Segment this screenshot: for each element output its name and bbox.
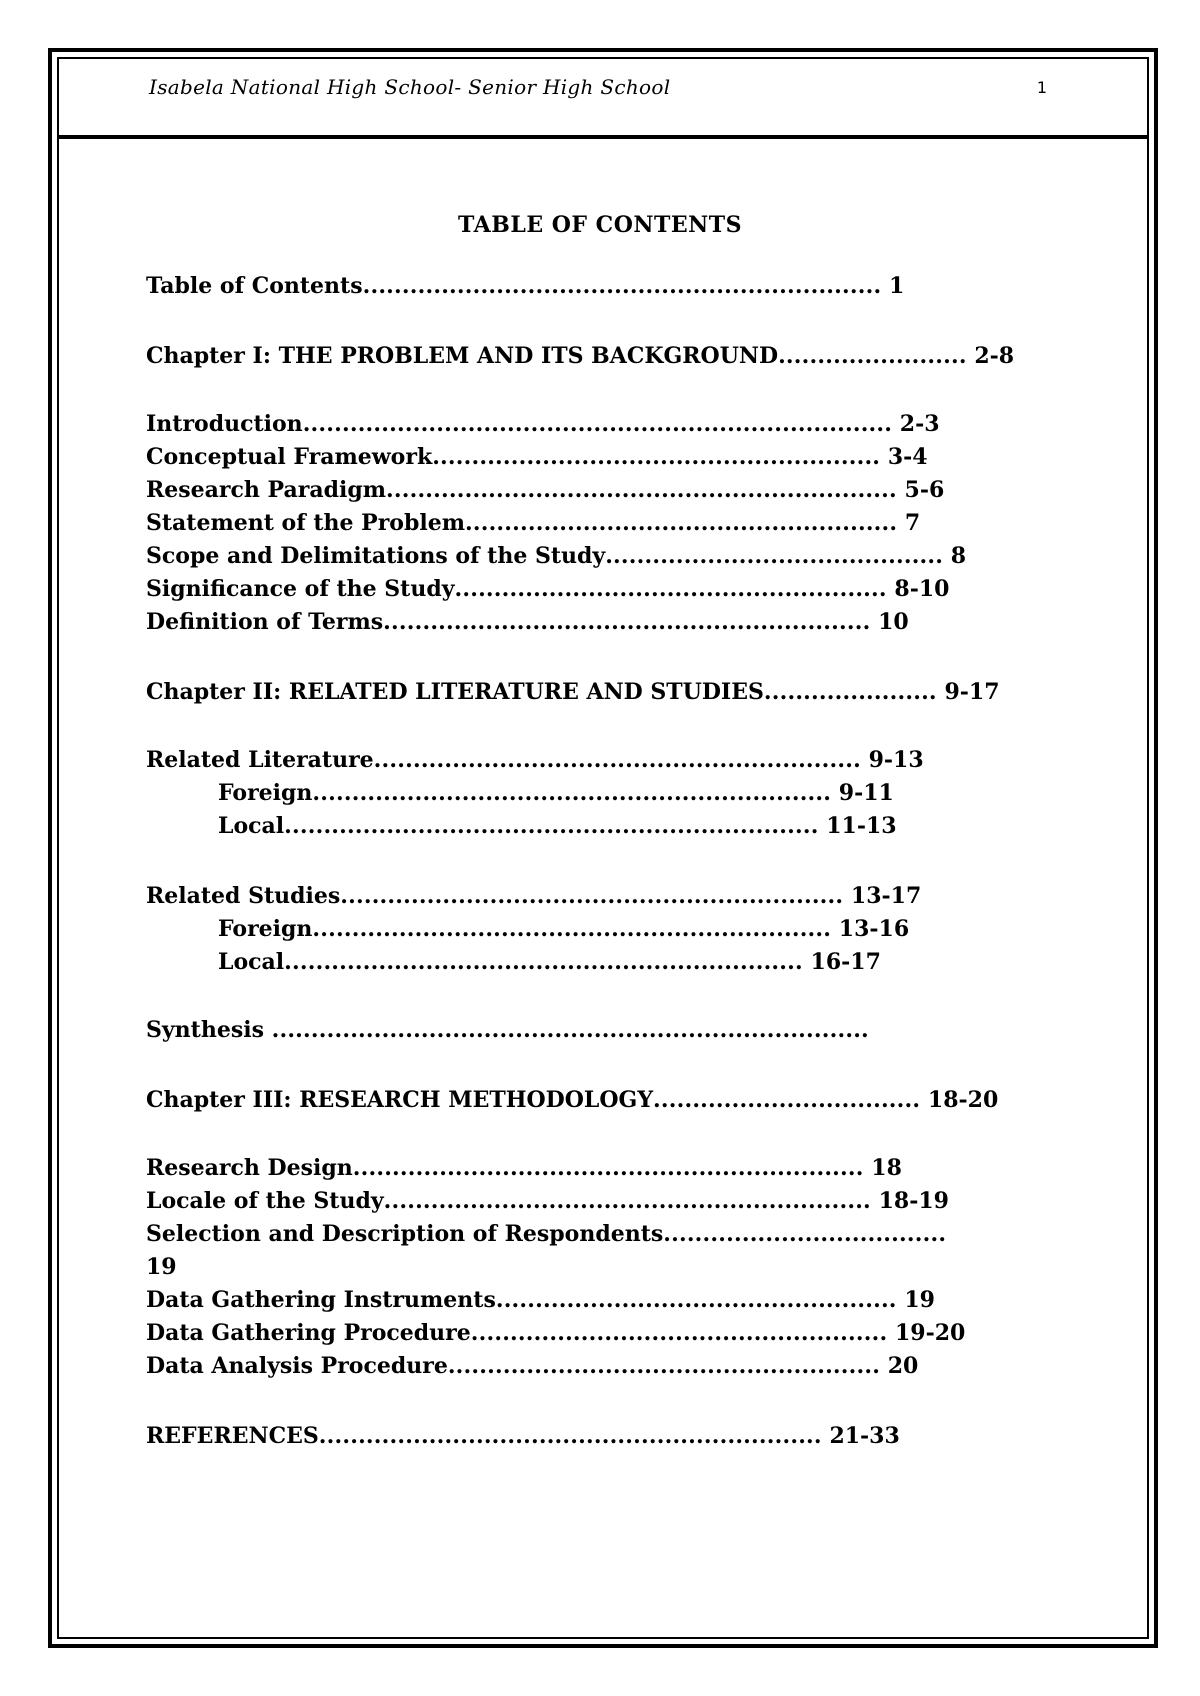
dot-leader: .......................................................	[454, 576, 887, 602]
toc-entry	[146, 1253, 177, 1281]
toc-entry-pages: 2-3	[892, 411, 940, 437]
dot-leader: ...................................................	[495, 1287, 897, 1313]
toc-entry-label: Definition of Terms	[146, 609, 384, 635]
header-rule	[59, 138, 1147, 139]
toc-entry-label: Related Studies	[146, 883, 341, 909]
toc-entry	[146, 476, 944, 504]
dot-leader: .......................................................	[447, 1353, 881, 1379]
toc-entry	[146, 1187, 949, 1215]
toc-entry	[146, 1422, 900, 1450]
toc-entry	[146, 882, 921, 910]
page-number: 1	[1036, 78, 1047, 97]
toc-entry	[146, 1319, 965, 1347]
toc-entry-pages: 8-10	[886, 576, 950, 602]
toc-entry-label: Foreign	[218, 780, 313, 806]
toc-entry-label: Local	[218, 949, 285, 975]
toc-entry-pages: 7	[897, 510, 921, 536]
dot-leader: ..............................................................	[373, 747, 861, 773]
dot-leader: ......................	[763, 679, 937, 705]
toc-entry-label: Table of Contents	[146, 273, 363, 299]
dot-leader: ................................................................	[340, 883, 844, 909]
toc-entry	[218, 948, 881, 976]
toc-title: TABLE OF CONTENTS	[458, 212, 742, 238]
toc-entry-pages: 21-33	[821, 1423, 900, 1449]
toc-entry-label: Data Analysis Procedure	[146, 1353, 448, 1379]
toc-entry-pages: 18-20	[920, 1087, 999, 1113]
toc-entry-label: Data Gathering Instruments	[146, 1287, 496, 1313]
toc-entry	[218, 812, 897, 840]
dot-leader: ..................................................................	[312, 916, 832, 942]
dot-leader: ................................................................	[318, 1423, 822, 1449]
dot-leader: ...........................................................................	[302, 411, 893, 437]
toc-entry	[146, 1154, 902, 1182]
dot-leader: .......................................................	[465, 510, 898, 536]
toc-entry	[146, 1086, 998, 1114]
toc-entry-label: Chapter I: THE PROBLEM AND ITS BACKGROUND	[146, 343, 779, 369]
toc-entry-label: Data Gathering Procedure	[146, 1320, 471, 1346]
toc-entry-pages: 18	[863, 1155, 902, 1181]
dot-leader: ............................................................................	[271, 1017, 869, 1043]
toc-entry-pages: 19-20	[887, 1320, 966, 1346]
page-header	[59, 59, 1147, 139]
toc-entry-label: Synthesis	[146, 1017, 272, 1043]
toc-entry	[146, 1286, 935, 1314]
dot-leader: ..............................................................	[383, 609, 871, 635]
dot-leader: ..............................................................	[383, 1188, 871, 1214]
dot-leader: .....................................................	[470, 1320, 888, 1346]
toc-entry-pages: 9-11	[831, 780, 894, 806]
toc-entry	[146, 509, 920, 537]
toc-entry-pages: 2-8	[966, 343, 1015, 369]
toc-entry-label: Research Design	[146, 1155, 353, 1181]
toc-entry-label: Statement of the Problem	[146, 510, 465, 536]
toc-entry-label: Selection and Description of Respondents	[146, 1221, 664, 1247]
toc-entry-label: Chapter III: RESEARCH METHODOLOGY	[146, 1087, 654, 1113]
toc-entry-pages: 11-13	[818, 813, 897, 839]
toc-entry	[146, 272, 904, 300]
toc-entry-label: Related Literature	[146, 747, 374, 773]
toc-entry-label: Research Paradigm	[146, 477, 387, 503]
toc-entry-label: Locale of the Study	[146, 1188, 384, 1214]
dot-leader: ....................................	[663, 1221, 947, 1247]
toc-entry-pages: 13-17	[843, 883, 922, 909]
dot-leader: ....................................................................	[284, 813, 819, 839]
dot-leader: ........................	[778, 343, 967, 369]
toc-entry	[218, 779, 894, 807]
toc-entry-label: 19	[146, 1254, 177, 1280]
toc-entry	[146, 542, 966, 570]
dot-leader: ..................................................................	[284, 949, 803, 975]
toc-entry-pages: 9-13	[860, 747, 924, 773]
toc-entry-label: Significance of the Study	[146, 576, 455, 602]
toc-entry	[146, 608, 909, 636]
toc-entry	[146, 443, 928, 471]
toc-entry-pages: 3-4	[880, 444, 928, 470]
toc-entry-pages: 13-16	[831, 916, 910, 942]
toc-entry	[146, 342, 1014, 370]
toc-entry-label: Introduction	[146, 411, 303, 437]
toc-entry	[218, 915, 909, 943]
toc-entry-pages: 1	[881, 273, 905, 299]
toc-entry-pages: 19	[896, 1287, 935, 1313]
dot-leader: ..................................................................	[312, 780, 832, 806]
toc-entry	[146, 746, 924, 774]
toc-entry	[146, 575, 949, 603]
toc-entry-pages: 16-17	[802, 949, 881, 975]
toc-entry-pages: 18-19	[870, 1188, 949, 1214]
toc-entry-label: Local	[218, 813, 285, 839]
toc-entry	[146, 1352, 918, 1380]
toc-entry-pages: 8	[943, 543, 967, 569]
dot-leader: ..................................................................	[362, 273, 882, 299]
toc-entry	[146, 410, 940, 438]
toc-entry-pages: 20	[880, 1353, 919, 1379]
toc-entry	[146, 1016, 869, 1044]
toc-entry-label: Foreign	[218, 916, 313, 942]
toc-entry	[146, 678, 1000, 706]
toc-entry-label: Scope and Delimitations of the Study	[146, 543, 606, 569]
dot-leader: .................................................................	[386, 477, 897, 503]
toc-entry-label: Conceptual Framework	[146, 444, 433, 470]
dot-leader: .........................................................	[432, 444, 881, 470]
dot-leader: .................................................................	[352, 1155, 864, 1181]
toc-entry-label: REFERENCES	[146, 1423, 319, 1449]
toc-entry	[146, 1220, 946, 1248]
toc-entry-pages: 10	[870, 609, 909, 635]
toc-entry-label: Chapter II: RELATED LITERATURE AND STUDIES	[146, 679, 764, 705]
dot-leader: ...........................................	[605, 543, 944, 569]
dot-leader: ..................................	[653, 1087, 921, 1113]
toc-entry-pages: 9-17	[936, 679, 1000, 705]
school-name: Isabela National High School- Senior High School	[149, 75, 671, 99]
toc-entry-pages: 5-6	[896, 477, 945, 503]
